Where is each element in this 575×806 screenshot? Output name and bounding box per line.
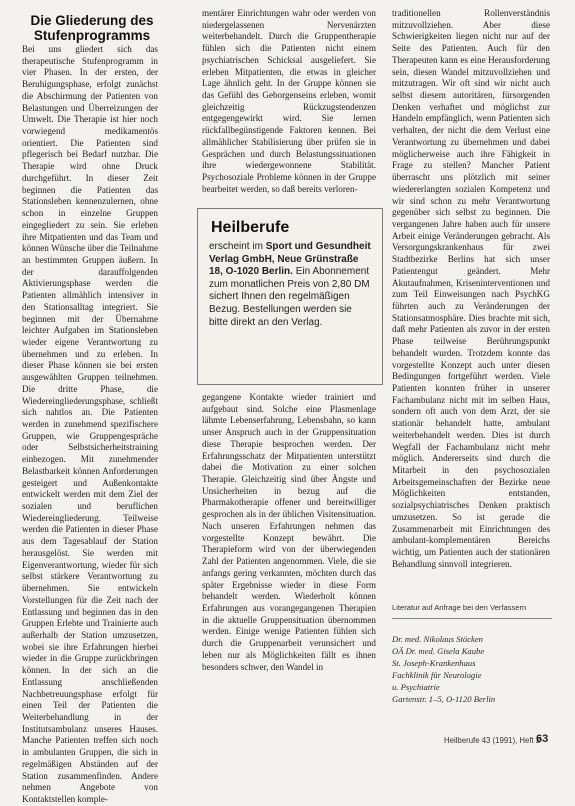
author-line-5: u. Psychiatrie bbox=[392, 681, 440, 692]
page-number: 63 bbox=[536, 733, 549, 745]
column-2-bottom-text: gegangene Kontakte wieder trainiert und aufgebaut sind. Solche eine Plasmenlage lähmte Lebenserfahrung, Lebensbahn, so kann unser Anspruch auch in der Gruppensituation diese Therapie besprochen werden. Der Erfahrungsschatz der Mitpatienten unterstützt dabei die Motivation zu einer solchen Therapie. Gleichzeitig sind über Ängste und Unsicherheiten in bezug auf die Pharmakotherapie offener und bereitwilliger gesprochen als in der üblichen Visitensituation. Nach unseren Erfahrungen nehmen das vorgestellte Konzept bewährt. Die Therapieform wird von der überwiegenden Zahl der Patienten angenommen. Viele, die sie anfangs gering verkannten, möchten durch das später Ergebnisse wieder in diese Form behandelt werden. Wiederholt können Erfahrungen aus vorangegangenen Therapien in die aktuelle Gruppensituation übernommen werden. Einige wenige Patienten fühlen sich durch die Gruppenarbeit verunsichert und leben nur als Möglichkeiten fällt es ihnen besonders schwer, den Wandel in bbox=[202, 392, 376, 672]
literature-note: Literatur auf Anfrage bei den Verfassern bbox=[392, 603, 527, 612]
column-1-text: Bei uns gliedert sich das therapeutische Stufenprogramm in vier Phasen. In der ersten, der Beruhigungsphase, erfolgt zunächst die Abschirmung der Patienten von Belastungen und Überreizungen der Umwelt. Die Therapie ist hier noch vorwiegend medikamentös orientiert. Die Patienten sind pflegerisch bei Bedarf nutzbar. Die Therapie wird ohne Druck durchgeführt. In dieser Zeit beginnen die Patienten das Stationsleben kennenzulernen, ohne schon in einzelne Gruppen eingegliedert zu sein. Sie erleben ihre Mitpatienten und das Team und können Wünsche über die Teilnahme an bestimmten Gruppen äußern. In der darauffolgenden Aktivierungsphase werden die Patienten allmählich intensiver in den Stationsalltag integriert. Sie beginnen mit der Übernahme leichter Aufgaben im Stationsleben wieder eigene Verantwortung zu übernehmen und zu erleben. In dieser Phase können sie bei ersten ausgewählten Gruppen teilnehmen. Die dritte Phase, die Wiedereingliederungsphase, schließt sich nahtlos an. Die Patienten werden in zunehmend spezifischere Gruppen, wie Gruppengespräche oder Selbstsicherheitstraining einbezogen. Mit zunehmender Belastbarkeit können Anforderungen gesteigert und Außenkontakte entwickelt werden mit dem Ziel der sozialen und beruflichen Wiedereingliederung. Teilweise werden die Patienten in dieser Phase aus dem Tagesablauf der Station herausgelöst. Sie werden mit Eigenverantwortung, wieder für sich selbst stärkere Verantwortung zu übernehmen. Sie entwickeln Vorstellungen für die Zeit nach der Entlassung und beginnen das in den Gruppen Erlebte und Trainierte auch außerhalb der Station umzusetzen, wobei sie ihre Erfahrungen hierbei wieder in die Gruppe zurückbringen können. In der sich an die Entlassung anschließenden Nachbetreuungsphase erfolgt für einen Teil der Patienten die Weiterbehandlung in der Institutsambulanz unseres Hauses. Manche Patienten treffen sich noch in ambulanten Gruppen, die sich in regelmäßigen Abständen auf der Station zusammenfinden. Andere nehmen Angebote von Kontaktstellen komple- bbox=[22, 44, 158, 804]
article-column-3 bbox=[392, 8, 550, 571]
author-line-6: Gartenstr. 1–5, O-1120 Berlin bbox=[392, 693, 496, 704]
title-line-2: Stufenprogramms bbox=[33, 27, 151, 43]
author-line-3: St. Joseph-Krankenhaus bbox=[392, 657, 476, 668]
box-publisher-address: Sport und Gesundheit Verlag GmbH, Neue Grünstraße 18, O-1020 Berlin. bbox=[209, 241, 371, 278]
box-heading: Heilberufe bbox=[211, 219, 290, 236]
journal-citation: Heilberufe 43 (1991), Heft 2 bbox=[444, 736, 541, 745]
article-title bbox=[22, 14, 162, 43]
divider bbox=[392, 618, 552, 619]
box-text-lead: erscheint im bbox=[209, 241, 266, 252]
column-3-text: traditionellen Rollenverständnis mitzuvollziehen. Aber diese Schwierigkeiten liegen nicht nur auf der Seite des Patienten. Auch für den Therapeuten kann es eine Herausforderung sein, diesen Wandel mitzuvollziehen und mitzutragen. Wir oft sind wir nicht auch selbst diesem autoritären, fürsorgenden Denken verhaftet und möglichst zur Handeln empfänglich, wenn Patienten sich verhalten, der nicht die dem Verlust eine Verantwortung zu übernehmen und dabei möglicherweise auch ihre Fähigkeit in Frage zu stellen? Mancher Patient überrascht uns plötzlich mit seiner wiedererlangten sozialen Kompetenz und wir sind schon zu mehr Verantwortung gegenüber sich selbst zu beginnen. Die vergangenen Jahre haben auch für unsere Arbeit einige Veränderungen gebracht. Als Versorgungskrankenhaus für zwei Stadtbezirke Berlins hat sich unser Patientengut geändert. Mehr Akutaufnahmen, Kriseninterventionen und zum Teil Einweisungen nach PsychKG führten auch zu Veränderungen der Stationsatmosphäre. Dies brachte mit sich, daß mehr Patienten als zuvor in der ersten Phase teilweise Berührungspunkt behandelt wurden. Trotzdem konnte das vorgestellte Konzept auch unter diesen Bedingungen fortgeführt werden. Viele Patienten konnten früher in unserer Fachambulanz nicht mit im selben Haus, sondern oft auch von dem Arzt, der sie stationär behandelt hatte, ambulant weiterbehandelt werden. Dies ist durch Wegfall der Fachambulanz nicht mehr möglich. Andererseits sind durch die Mitarbeit in den psychosozialen Arbeitsgemeinschaften der Bezirke neue Möglichkeiten entstanden, sozialpsychiatrisches Denken praktisch umzusetzen. So ist gerade die Zusammenarbeit mit Einrichtungen des ambulant-komplementären Bereichs wichtig, um Patienten auch der stationären Behandlung sinnvoll integrieren. bbox=[392, 8, 550, 569]
box-text bbox=[209, 241, 373, 329]
author-line-1: Dr. med. Nikolaus Stöcken bbox=[392, 634, 483, 644]
article-column-2-top bbox=[202, 8, 376, 196]
box-text-rest: Ein Abonnement zum monatlichen Preis von 2,80 DM sichert Ihnen den regelmäßigen Bezug. Bestellungen werden sie bitte direkt an den Verlag. bbox=[209, 266, 370, 328]
author-line-2: OÄ Dr. med. Gisela Kaube bbox=[392, 645, 485, 656]
publisher-info-box bbox=[197, 208, 383, 385]
article-column-2-bottom bbox=[202, 392, 376, 673]
column-2-top-text: mentärer Einrichtungen wahr oder werden von niedergelassenen Nervenärzten weiterbehandelt. Durch die Gruppentherapie fühlen sich die Patienten nicht einem psychiatrischen Schicksal ausgeliefert. Sie erleben Mitpatienten, die etwas in gleicher Lage ähnlich geht. In der Gruppe können sie das Gefühl des Geborgenseins erleben, womit gleichzeitig Rückzugstendenzen entgegengewirkt wird. Sie lernen rückfallbegünstigende Faktoren kennen. Bei allmählicher Stabilisierung über prüfen sie in Gesprächen und durch Belastungssituationen ihre wiedergewonnene Stabilität. Psychosoziale Probleme können in der Gruppe bearbeitet werden, so daß bereits verloren- bbox=[202, 8, 376, 194]
title-line-1: Die Gliederung des bbox=[30, 13, 154, 28]
article-column-1 bbox=[22, 44, 158, 806]
author-line-4: Fachklinik für Neurologie bbox=[392, 669, 482, 680]
author-address bbox=[392, 634, 552, 705]
